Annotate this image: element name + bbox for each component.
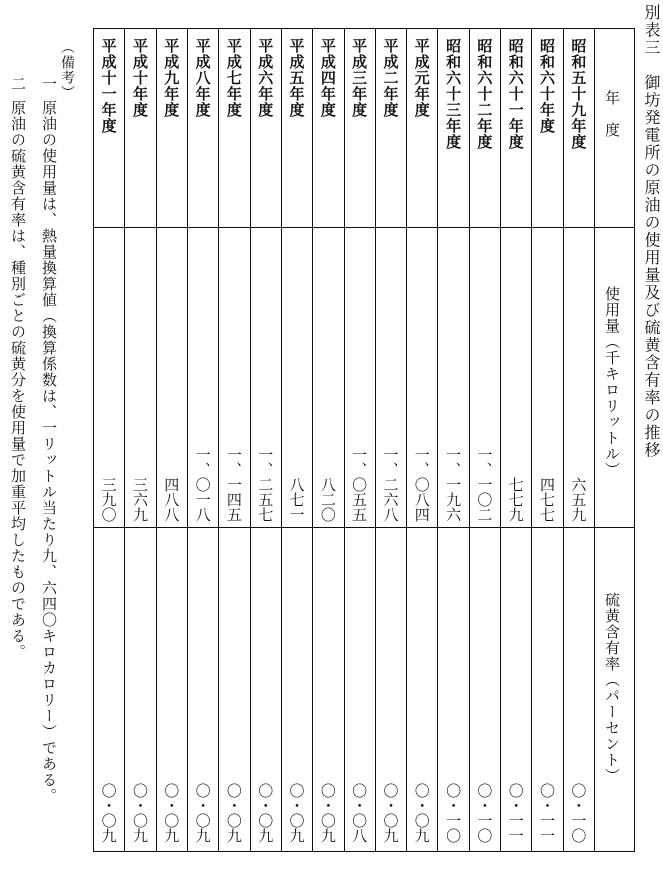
note-number: 二 xyxy=(9,76,27,92)
table-row-year: 平成九年度 xyxy=(162,38,181,118)
table-row-separator xyxy=(563,28,564,852)
table-row-year: 平成七年度 xyxy=(224,38,243,118)
data-table xyxy=(93,28,635,852)
table-row-separator xyxy=(218,28,219,852)
table-row-sulfur: 〇・〇九 xyxy=(412,783,431,843)
note-text: 原油の使用量は、熱量換算値（換算係数は、一リットル当たり九、六四〇キロカロリー）である。 xyxy=(40,100,58,804)
note-number: 一 xyxy=(40,76,58,92)
table-row-usage: 七七九 xyxy=(506,477,525,522)
table-row-sulfur: 〇・〇九 xyxy=(318,783,337,843)
table-row-year: 平成十一年度 xyxy=(99,38,118,134)
table-row-usage: 一、一〇二 xyxy=(475,447,494,522)
table-row-separator xyxy=(124,28,125,852)
table-row-sulfur: 〇・一〇 xyxy=(475,783,494,843)
table-row-year: 平成三年度 xyxy=(350,38,369,118)
table-row-sulfur: 〇・〇九 xyxy=(287,783,306,843)
table-row-sulfur: 〇・一一 xyxy=(538,783,557,843)
table-row-usage: 四八八 xyxy=(162,477,181,522)
note-text: 原油の硫黄含有率は、種別ごとの硫黄分を使用量で加重平均したものである。 xyxy=(9,100,27,660)
table-row-sulfur: 〇・〇九 xyxy=(162,783,181,843)
table-row-year: 平成十年度 xyxy=(130,38,149,118)
table-row-sulfur: 〇・一〇 xyxy=(444,783,463,843)
table-row-usage: 一、二五七 xyxy=(256,447,275,522)
table-row-separator xyxy=(437,28,438,852)
table-row-sulfur: 〇・〇九 xyxy=(99,783,118,843)
table-row-sulfur: 〇・〇九 xyxy=(130,783,149,843)
table-row-sulfur: 〇・〇八 xyxy=(350,783,369,843)
table-row-separator xyxy=(312,28,313,852)
table-row-separator xyxy=(500,28,501,852)
table-row-year: 平成元年度 xyxy=(412,38,431,118)
notes-heading: （備考） xyxy=(59,40,75,100)
table-row-usage: 一、一九六 xyxy=(444,447,463,522)
table-row-separator xyxy=(531,28,532,852)
table-row-usage: 八七一 xyxy=(287,477,306,522)
table-row-separator xyxy=(187,28,188,852)
table-row-usage: 三六九 xyxy=(130,477,149,522)
header-usage: 使用量（千キロリットル） xyxy=(603,286,621,478)
table-row-sulfur: 〇・一〇 xyxy=(569,783,588,843)
table-row-usage: 一、〇五五 xyxy=(350,447,369,522)
table-row-separator xyxy=(406,28,407,852)
table-row-year: 昭和六十一年度 xyxy=(506,38,525,150)
table-row-usage: 三九〇 xyxy=(99,477,118,522)
table-row-sulfur: 〇・〇九 xyxy=(193,783,212,843)
table-row-year: 平成二年度 xyxy=(381,38,400,118)
header-sulfur: 硫黄含有率（パーセント） xyxy=(603,592,621,784)
table-row-year: 平成五年度 xyxy=(287,38,306,118)
table-row-year: 昭和六十三年度 xyxy=(444,38,463,150)
table-header-separator xyxy=(594,28,595,852)
table-row-separator xyxy=(156,28,157,852)
table-row-year: 昭和六十二年度 xyxy=(475,38,494,150)
table-row-sulfur: 〇・〇九 xyxy=(256,783,275,843)
table-row-year: 平成四年度 xyxy=(318,38,337,118)
table-row-usage: 一、一四五 xyxy=(224,447,243,522)
table-row-year: 昭和六十年度 xyxy=(538,38,557,134)
table-row-usage: 一、二六八 xyxy=(381,447,400,522)
table-row-separator xyxy=(344,28,345,852)
table-row-year: 平成八年度 xyxy=(193,38,212,118)
page-title: 別表三 御坊発電所の原油の使用量及び硫黄含有率の推移 xyxy=(642,4,661,459)
table-row-usage: 八二〇 xyxy=(318,477,337,522)
table-row-year: 昭和五十九年度 xyxy=(569,38,588,150)
table-row-separator xyxy=(250,28,251,852)
table-row-usage: 一、〇八四 xyxy=(412,447,431,522)
table-divider-usage-sulfur xyxy=(93,527,635,528)
table-row-sulfur: 〇・〇九 xyxy=(224,783,243,843)
table-divider-year-usage xyxy=(93,227,635,228)
table-row-sulfur: 〇・一一 xyxy=(506,783,525,843)
table-row-sulfur: 〇・〇九 xyxy=(381,783,400,843)
table-row-year: 平成六年度 xyxy=(256,38,275,118)
table-row-separator xyxy=(375,28,376,852)
table-row-separator xyxy=(281,28,282,852)
table-row-usage: 一、〇一八 xyxy=(193,447,212,522)
table-row-separator xyxy=(469,28,470,852)
table-row-usage: 六五九 xyxy=(569,477,588,522)
table-row-usage: 四七七 xyxy=(538,477,557,522)
header-year: 年 度 xyxy=(603,90,621,138)
